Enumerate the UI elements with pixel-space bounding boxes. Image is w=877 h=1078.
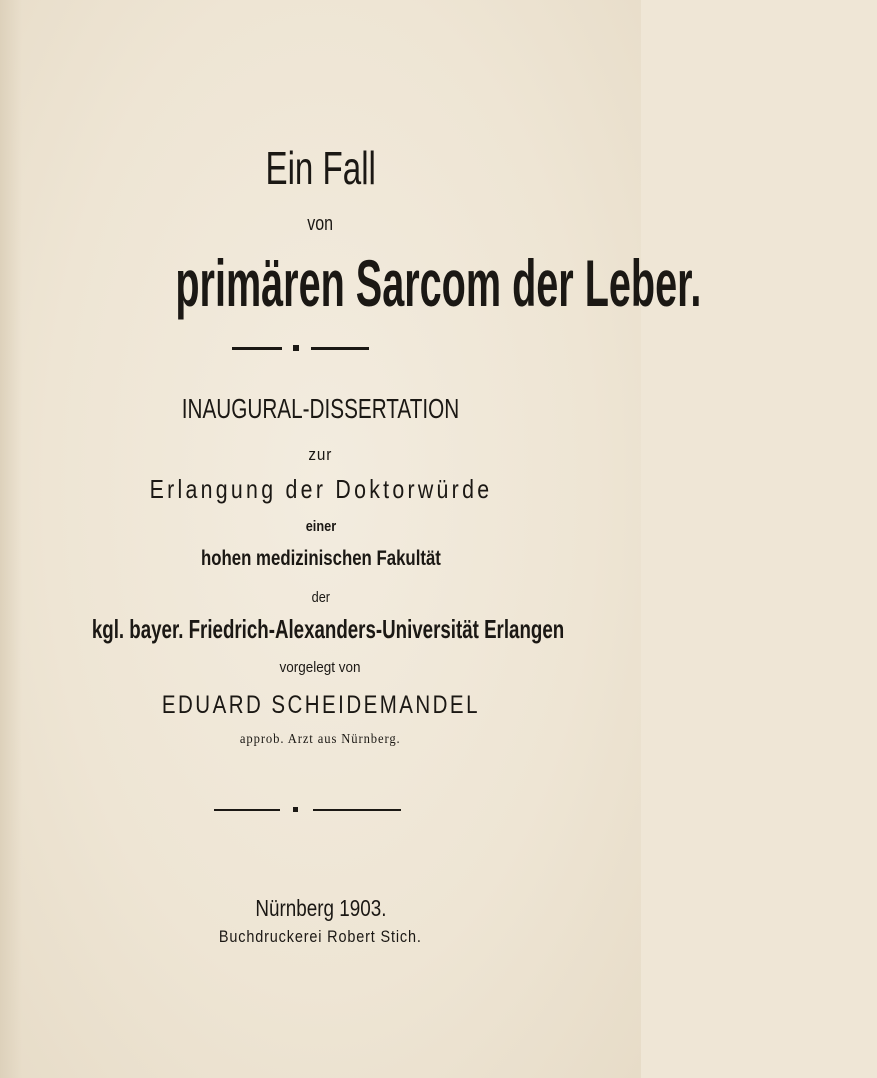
einer-text: einer <box>305 518 336 535</box>
zur-text: zur <box>308 445 333 464</box>
place-year-text: Nürnberg 1903. <box>254 895 387 921</box>
university-text: kgl. bayer. Friedrich-Alexanders-Universität Erlangen <box>91 614 565 644</box>
ornament-rule-left <box>232 347 282 350</box>
title-line-2-text: primären Sarcom der Leber. <box>175 246 702 320</box>
ornament-rule-right <box>311 347 369 350</box>
presented-by-text: vorgelegt von <box>279 659 362 676</box>
einer-line <box>0 519 641 534</box>
dissertation-label <box>0 395 641 423</box>
title-line-1 <box>0 142 641 194</box>
zur-line <box>0 446 641 463</box>
der-line <box>0 590 641 605</box>
der-text: der <box>311 589 330 606</box>
printer-text: Buchdruckerei Robert Stich. <box>219 927 422 946</box>
author-note <box>0 733 641 747</box>
author-name <box>0 693 641 718</box>
printer-line <box>0 928 641 945</box>
title-line-2 <box>0 246 702 320</box>
ornament-dot <box>293 345 299 351</box>
ornament-rule-left-2 <box>214 809 280 811</box>
purpose-text: Erlangung der Doktorwürde <box>149 474 492 504</box>
purpose-line <box>0 476 641 502</box>
university-line <box>0 616 641 642</box>
title-line-1-text: Ein Fall <box>265 142 376 194</box>
author-note-text: approb. Arzt aus Nürnberg. <box>240 732 401 747</box>
author-name-text: EDUARD SCHEIDEMANDEL <box>161 691 480 719</box>
ornament-dot-2 <box>293 807 298 812</box>
place-year <box>0 897 641 920</box>
dissertation-label-text: INAUGURAL-DISSERTATION <box>181 393 460 424</box>
presented-by-line <box>0 660 641 675</box>
faculty-text: hohen medizinischen Fakultät <box>200 547 441 570</box>
connector-von <box>0 214 641 234</box>
ornament-rule-right-2 <box>313 809 401 811</box>
faculty-line <box>0 548 641 569</box>
connector-von-text: von <box>307 213 334 235</box>
